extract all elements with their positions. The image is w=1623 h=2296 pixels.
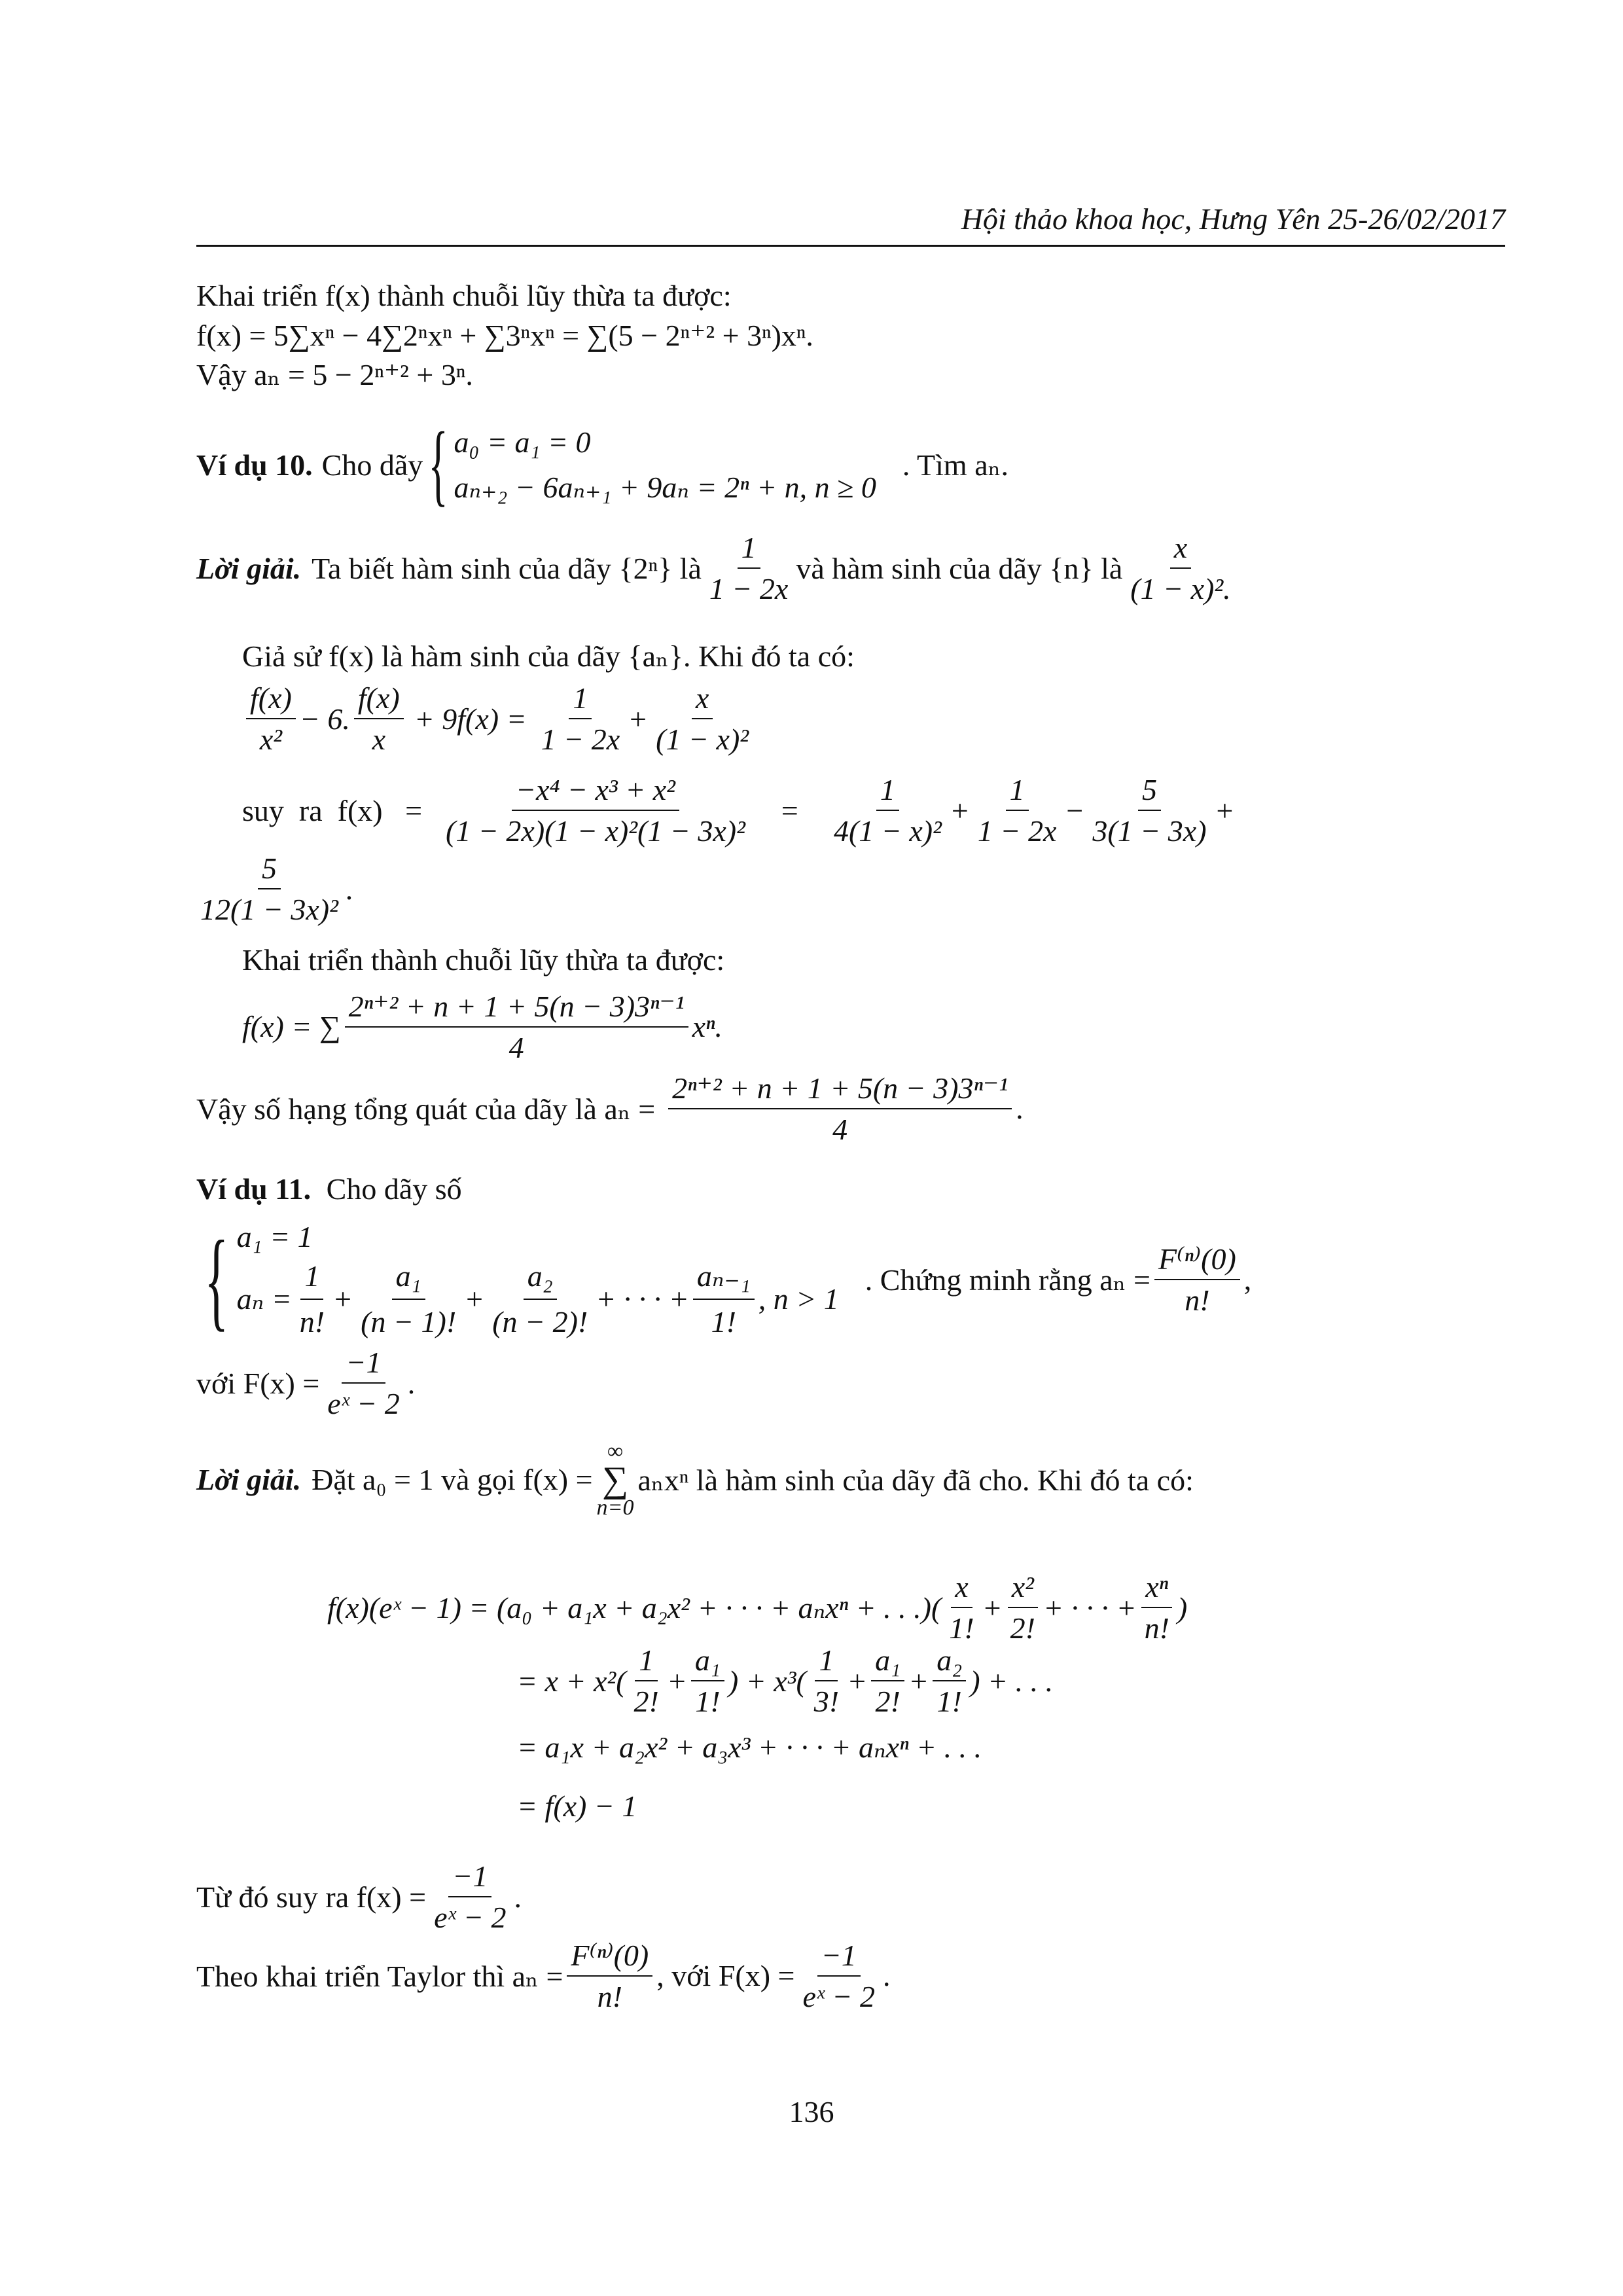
with-lead: với F(x) = <box>196 1366 320 1400</box>
frac-num: 2ⁿ⁺² + n + 1 + 5(n − 3)3ⁿ⁻¹ <box>668 1070 1012 1109</box>
operator: . <box>882 1959 891 1992</box>
frac-num: a₁ <box>691 1643 724 1681</box>
frac-den: 1 − 2x <box>977 814 1057 848</box>
fraction <box>442 772 749 848</box>
frac-den: 2! <box>875 1685 901 1718</box>
frac-num: a₁ <box>871 1643 904 1681</box>
fraction <box>668 1070 1012 1147</box>
operator: + · · · + <box>596 1282 689 1316</box>
frac-den: eˣ − 2 <box>802 1979 875 2013</box>
frac-num: aₙ₋₁ <box>693 1257 755 1300</box>
equation-lead: f(x) = ∑ <box>242 1010 341 1043</box>
example-11-ask: . Chứng minh rằng aₙ = <box>865 1263 1150 1297</box>
frac-num: F⁽ⁿ⁾(0) <box>567 1937 652 1977</box>
system-brace: { <box>204 1217 229 1341</box>
cond-lead: aₙ = <box>236 1282 292 1316</box>
operator: + <box>666 1664 687 1698</box>
frac-den: eˣ − 2 <box>434 1901 507 1934</box>
fraction <box>196 851 342 927</box>
frac-num: xⁿ <box>1141 1570 1172 1608</box>
example-11-label: Ví dụ 11. <box>196 1172 312 1206</box>
aligned-row-1 <box>327 1571 1187 1644</box>
line-text: , với F(x) = <box>656 1959 795 1992</box>
fraction <box>246 681 296 757</box>
solution-10-line-1 <box>196 530 1239 606</box>
frac-num: 1 <box>738 530 760 569</box>
solution-11-line-3 <box>196 1937 890 2014</box>
example-11-with <box>196 1345 415 1421</box>
fraction <box>830 772 946 848</box>
frac-den: (1 − 2x)(1 − x)²(1 − 3x)² <box>446 814 745 848</box>
running-header: Hội thảo khoa học, Hưng Yên 25-26/02/2017 <box>961 202 1505 236</box>
fraction <box>430 1859 510 1935</box>
operator: − <box>1064 793 1085 827</box>
line-text: Đặt a₀ = 1 và gọi f(x) = <box>312 1463 593 1497</box>
frac-den: 4 <box>832 1113 848 1146</box>
frac-num: a₁ <box>392 1257 425 1300</box>
frac-num: 1 <box>815 1643 838 1681</box>
fraction <box>691 1643 724 1719</box>
frac-den: (1 − x)² <box>656 723 749 756</box>
example-10-ask: . Tìm aₙ. <box>902 448 1009 482</box>
row-text: = x + x²( <box>517 1664 626 1698</box>
frac-num: 5 <box>258 851 281 889</box>
fraction <box>345 988 688 1065</box>
fraction <box>693 1257 755 1342</box>
example-10 <box>196 414 1009 515</box>
fraction <box>354 681 404 757</box>
frac-den: 3(1 − 3x) <box>1092 814 1207 848</box>
solution-10-label: Lời giải. <box>196 551 302 585</box>
operator: + <box>982 1590 1003 1624</box>
frac-den: (n − 1)! <box>361 1304 457 1338</box>
frac-den: (1 − x)². <box>1130 572 1231 605</box>
frac-den: 2! <box>633 1685 659 1718</box>
frac-den: 2! <box>1010 1611 1035 1645</box>
row-text: ) + x³( <box>728 1664 806 1698</box>
frac-den: 1! <box>936 1685 962 1718</box>
aligned-row-4: = f(x) − 1 <box>517 1789 637 1823</box>
solution-10-line-3: Khai triển thành chuỗi lũy thừa ta được: <box>242 943 725 977</box>
frac-den: (n − 2)! <box>492 1304 588 1338</box>
sum-lower: n=0 <box>596 1496 634 1520</box>
frac-den: n! <box>299 1304 325 1338</box>
frac-num: 1 <box>569 681 592 719</box>
frac-den: x² <box>259 723 283 756</box>
frac-den: eˣ − 2 <box>327 1387 400 1420</box>
fraction <box>1007 1570 1039 1645</box>
operator: = <box>779 793 800 827</box>
frac-num: 1 <box>300 1257 323 1300</box>
row-text: ) + . . . <box>970 1664 1054 1698</box>
frac-den: 1! <box>711 1304 736 1338</box>
frac-num: 1 <box>876 772 899 811</box>
fraction <box>1154 1241 1240 1318</box>
frac-num: x <box>951 1570 972 1608</box>
solution-10-text-a: Ta biết hàm sinh của dãy {2ⁿ} là <box>312 551 702 585</box>
fraction <box>357 1257 460 1342</box>
frac-den: 12(1 − 3x)² <box>200 893 338 926</box>
fraction <box>296 1257 329 1342</box>
frac-den: n! <box>1144 1611 1169 1645</box>
operator: − 6. <box>299 702 350 736</box>
frac-num: a₂ <box>524 1257 557 1300</box>
example-10-cond-1: a₀ = a₁ = 0 <box>454 425 591 459</box>
fraction <box>488 1257 592 1342</box>
operator: + <box>332 1282 353 1316</box>
aligned-equations <box>327 1571 1187 1835</box>
solution-11-line-1 <box>196 1440 1194 1520</box>
frac-den: 4 <box>508 1031 524 1064</box>
frac-den: 1! <box>695 1685 721 1718</box>
fraction <box>705 530 792 606</box>
example-10-system <box>454 420 876 510</box>
frac-num: x <box>1170 530 1191 569</box>
operator: . <box>1016 1092 1024 1125</box>
example-10-text: Cho dãy <box>321 448 423 482</box>
sum-symbol <box>597 1440 634 1520</box>
equation-lead: suy ra f(x) = <box>242 793 423 827</box>
frac-den: x <box>372 723 386 756</box>
aligned-row-2 <box>327 1644 1187 1717</box>
line-text: Vậy số hạng tổng quát của dãy là aₙ = <box>196 1092 656 1126</box>
frac-num: f(x) <box>246 681 296 719</box>
operator: . <box>407 1366 416 1400</box>
frac-num: 5 <box>1138 772 1161 811</box>
operator: + <box>847 1664 868 1698</box>
example-10-label: Ví dụ 10. <box>196 448 313 482</box>
frac-den: 4(1 − x)² <box>833 814 942 848</box>
equation-1 <box>242 681 757 757</box>
intro-line-2: f(x) = 5∑xⁿ − 4∑2ⁿxⁿ + ∑3ⁿxⁿ = ∑(5 − 2ⁿ⁺² + 3ⁿ)xⁿ. <box>196 319 813 352</box>
frac-num: F⁽ⁿ⁾(0) <box>1154 1241 1240 1280</box>
fraction <box>323 1345 403 1421</box>
header-rule <box>196 245 1505 247</box>
fraction <box>537 681 624 757</box>
frac-den: 1 − 2x <box>709 572 789 605</box>
intro-line-3: Vậy aₙ = 5 − 2ⁿ⁺² + 3ⁿ. <box>196 358 473 391</box>
operator: ) <box>1177 1590 1188 1624</box>
fraction <box>799 1938 879 2014</box>
frac-den: 3! <box>813 1685 840 1718</box>
example-11-conditions <box>237 1217 839 1341</box>
intro-line-1: Khai triển f(x) thành chuỗi lũy thừa ta được: <box>196 279 732 312</box>
operator: + <box>949 793 970 827</box>
operator: + <box>628 702 649 736</box>
frac-den: n! <box>1185 1283 1210 1318</box>
fraction <box>945 1570 978 1645</box>
example-11-title <box>196 1172 462 1206</box>
frac-num: x <box>692 681 713 719</box>
frac-num: 1 <box>1006 772 1029 811</box>
cond-end: , n > 1 <box>758 1282 839 1316</box>
frac-num: f(x) <box>354 681 404 719</box>
example-11-text: Cho dãy số <box>326 1172 462 1206</box>
fraction <box>810 1643 843 1719</box>
frac-num: 2ⁿ⁺² + n + 1 + 5(n − 3)3ⁿ⁻¹ <box>345 988 688 1028</box>
equation-2 <box>242 772 1235 848</box>
aligned-row-3: = a₁x + a₂x² + a₃x³ + · · · + aₙxⁿ + . . . <box>517 1731 982 1764</box>
operator: + <box>908 1664 929 1698</box>
solution-11-label: Lời giải. <box>196 1463 302 1497</box>
example-11-cond-1: a₁ = 1 <box>236 1220 313 1253</box>
equation-2-continued <box>196 851 353 927</box>
operator: xⁿ. <box>692 1010 722 1043</box>
line-text: Từ đó suy ra f(x) = <box>196 1880 427 1914</box>
frac-den: 1 − 2x <box>541 723 620 756</box>
sum-sign: ∑ <box>602 1459 628 1500</box>
operator: . <box>514 1880 522 1914</box>
fraction <box>652 681 753 757</box>
frac-num: −1 <box>448 1859 491 1897</box>
row-lhs: f(x)(eˣ − 1) = (a₀ + a₁x + a₂x² + · · · + aₙxⁿ + . . .)( <box>327 1591 942 1624</box>
fraction <box>1141 1570 1173 1645</box>
frac-num: 1 <box>635 1643 658 1681</box>
fraction <box>1126 530 1234 606</box>
equation-3 <box>242 988 722 1065</box>
operator: + · · · + <box>1043 1590 1137 1624</box>
sum-upper: ∞ <box>607 1439 624 1463</box>
solution-10-line-4 <box>196 1070 1024 1147</box>
frac-num: a₂ <box>933 1643 966 1681</box>
fraction <box>1088 772 1210 848</box>
frac-num: x² <box>1008 1570 1038 1608</box>
fraction <box>974 772 1060 848</box>
operator: . <box>346 872 354 906</box>
operator: , <box>1243 1263 1252 1297</box>
frac-num: −1 <box>342 1345 385 1384</box>
system-brace: { <box>428 414 449 515</box>
frac-num: −1 <box>817 1938 861 1977</box>
frac-den: 1! <box>949 1611 974 1645</box>
fraction <box>567 1937 652 2014</box>
fraction <box>933 1643 966 1719</box>
example-11-system <box>196 1217 1251 1341</box>
operator: + <box>464 1282 485 1316</box>
example-10-cond-2: aₙ₊₂ − 6aₙ₊₁ + 9aₙ = 2ⁿ + n, n ≥ 0 <box>454 471 876 504</box>
fraction <box>630 1643 663 1719</box>
line-text: aₙxⁿ là hàm sinh của dãy đã cho. Khi đó ta có: <box>637 1463 1194 1497</box>
fraction <box>871 1643 904 1719</box>
frac-den: n! <box>597 1980 622 2013</box>
operator: + <box>1214 793 1235 827</box>
example-11-cond-2 <box>237 1257 839 1342</box>
operator: + 9f(x) = <box>414 702 527 736</box>
solution-10-text-b: và hàm sinh của dãy {n} là <box>796 551 1123 585</box>
solution-11-line-2 <box>196 1859 522 1935</box>
line-text: Theo khai triển Taylor thì aₙ = <box>196 1959 563 1993</box>
solution-10-line-2: Giả sử f(x) là hàm sinh của dãy {aₙ}. Khi đó ta có: <box>242 639 855 673</box>
frac-num: −x⁴ − x³ + x² <box>512 772 679 811</box>
page-number: 136 <box>789 2095 834 2128</box>
